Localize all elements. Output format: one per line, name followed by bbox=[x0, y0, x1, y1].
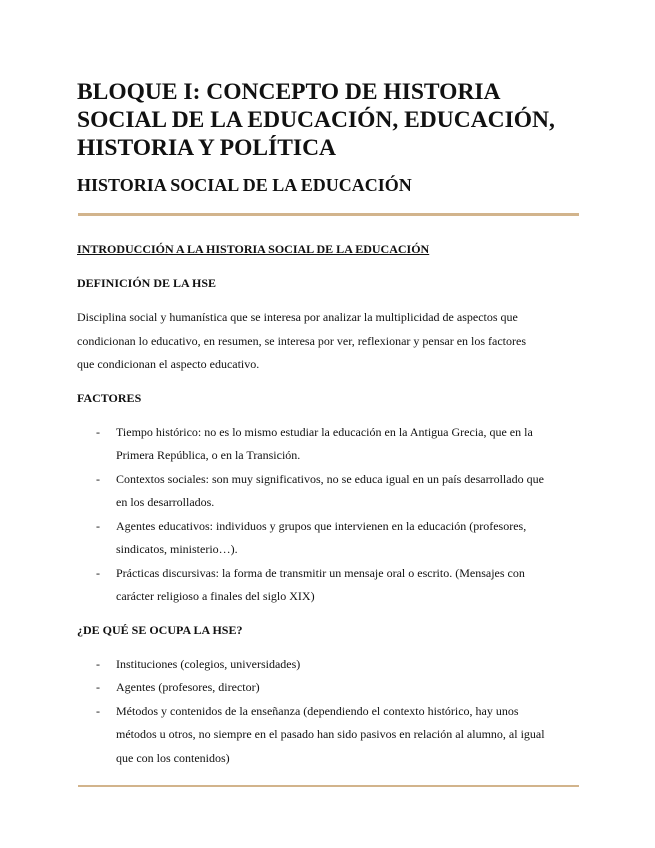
dash-bullet: - bbox=[96, 703, 100, 718]
dash-bullet: - bbox=[96, 680, 100, 694]
title-line: HISTORIA Y POLÍTICA bbox=[77, 135, 337, 161]
divider-bottom bbox=[78, 785, 579, 787]
list-item bbox=[77, 515, 579, 562]
divider-top bbox=[78, 213, 579, 216]
list-item bbox=[77, 562, 579, 609]
document-title bbox=[77, 78, 577, 162]
item-line: Primera República, o en la Transición. bbox=[116, 448, 301, 462]
item-line: sindicatos, ministerio…). bbox=[116, 542, 238, 556]
paragraph-line: condicionan lo educativo, en resumen, se interesa por ver, reflexionar y pensar en los factores bbox=[77, 333, 527, 348]
item-line: Contextos sociales: son muy significativos, no se educa igual en un país desarrollado que bbox=[116, 471, 544, 486]
dash-bullet: - bbox=[96, 424, 100, 439]
title-line: BLOQUE I: CONCEPTO DE HISTORIA bbox=[77, 79, 501, 105]
definition-paragraph bbox=[77, 306, 579, 377]
dash-bullet: - bbox=[96, 656, 100, 671]
scope-list bbox=[77, 653, 579, 771]
intro-heading: INTRODUCCIÓN A LA HISTORIA SOCIAL DE LA EDUCACIÓN bbox=[77, 242, 430, 256]
scope-heading: ¿DE QUÉ SE OCUPA LA HSE? bbox=[77, 622, 243, 637]
list-item bbox=[77, 421, 579, 468]
item-line: Prácticas discursivas: la forma de transmitir un mensaje oral o escrito. (Mensajes con bbox=[116, 565, 525, 580]
dash-bullet: - bbox=[96, 471, 100, 486]
title-line: SOCIAL DE LA EDUCACIÓN, EDUCACIÓN, bbox=[77, 107, 555, 133]
item-line: métodos u otros, no siempre en el pasado han sido pasivos en relación al alumno, al igual bbox=[116, 727, 545, 741]
document-subtitle: HISTORIA SOCIAL DE LA EDUCACIÓN bbox=[77, 175, 412, 195]
item-line: en los desarrollados. bbox=[116, 495, 215, 509]
document-body bbox=[77, 238, 579, 770]
list-item bbox=[77, 676, 579, 700]
item-line: Agentes (profesores, director) bbox=[116, 680, 260, 694]
paragraph-line: que condicionan el aspecto educativo. bbox=[77, 357, 260, 371]
item-line: Instituciones (colegios, universidades) bbox=[116, 656, 301, 671]
item-line: Tiempo histórico: no es lo mismo estudiar la educación en la Antigua Grecia, que en la bbox=[116, 424, 533, 439]
definition-heading: DEFINICIÓN DE LA HSE bbox=[77, 276, 217, 290]
dash-bullet: - bbox=[96, 518, 100, 533]
dash-bullet: - bbox=[96, 565, 100, 580]
item-line: Agentes educativos: individuos y grupos que intervienen en la educación (profesores, bbox=[116, 518, 527, 533]
list-item bbox=[77, 468, 579, 515]
list-item bbox=[77, 653, 579, 677]
list-item bbox=[77, 700, 579, 771]
item-line: Métodos y contenidos de la enseñanza (dependiendo el contexto histórico, hay unos bbox=[116, 703, 519, 718]
factors-heading: FACTORES bbox=[77, 390, 142, 405]
item-line: carácter religioso a finales del siglo XIX) bbox=[116, 589, 315, 603]
paragraph-line: Disciplina social y humanística que se interesa por analizar la multiplicidad de aspectos que bbox=[77, 310, 518, 324]
item-line: que con los contenidos) bbox=[116, 750, 230, 765]
factors-list bbox=[77, 421, 579, 609]
